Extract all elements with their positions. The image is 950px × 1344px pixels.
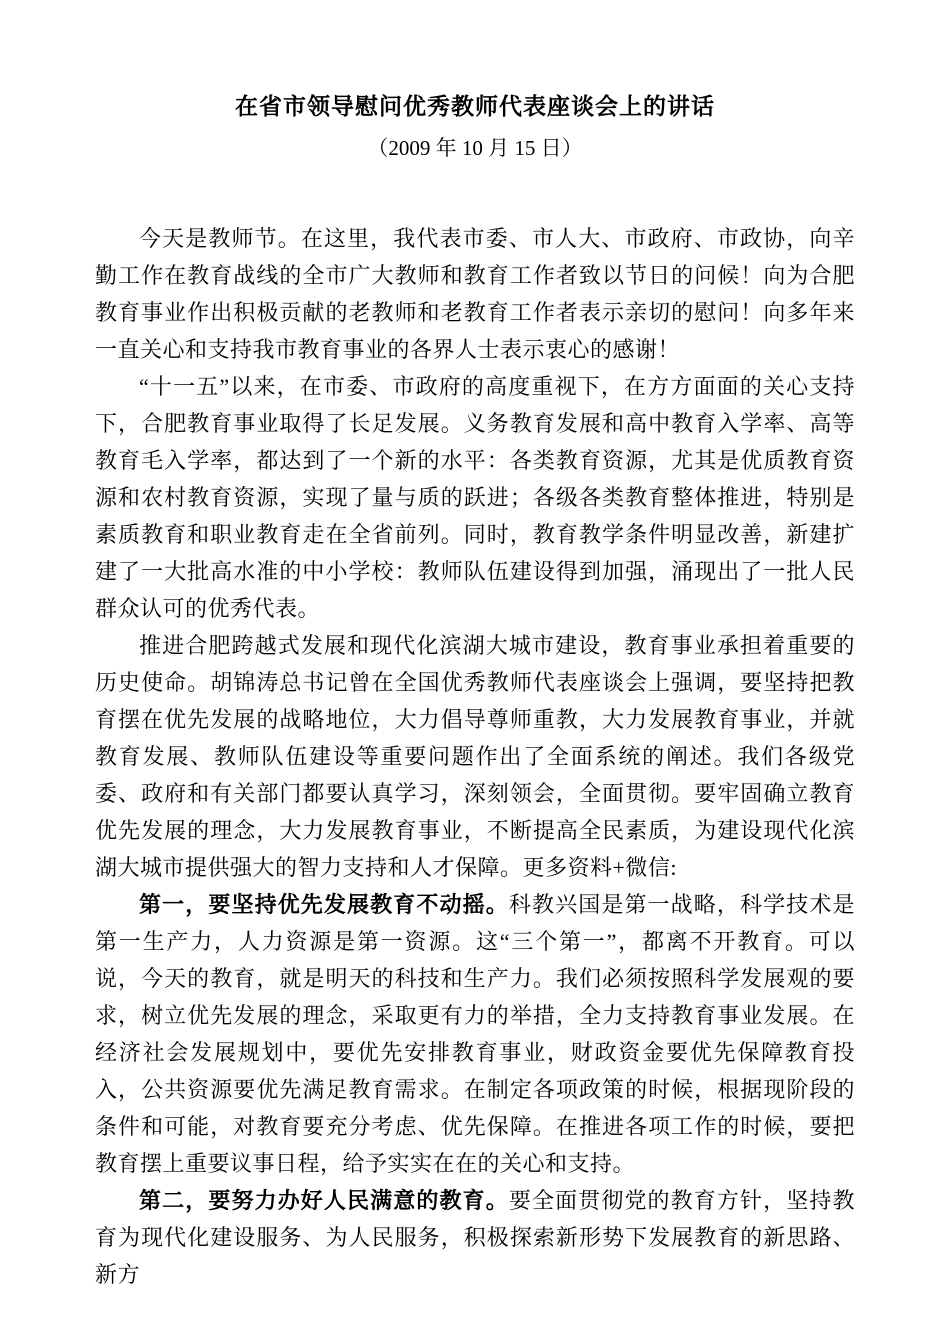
document-title: 在省市领导慰问优秀教师代表座谈会上的讲话 (235, 94, 715, 119)
paragraph-lead: 第一，要坚持优先发展教育不动摇。 (139, 892, 509, 917)
document-body (95, 220, 855, 1293)
document-date-line: （2009 年 10 月 15 日） (367, 136, 583, 160)
paragraph: 第二，要努力办好人民满意的教育。要全面贯彻党的教育方针，坚持教育为现代化建设服务、为人民服务，积极探索新形势下发展教育的新思路、新方 (95, 1188, 855, 1287)
paragraph: 今天是教师节。在这里，我代表市委、市人大、市政府、市政协，向辛勤工作在教育战线的全市广大教师和教育工作者致以节日的问候！向为合肥教育事业作出积极贡献的老教师和老教育工作者表示亲切的慰问！向多年来一直关心和支持我市教育事业的各界人士表示衷心的感谢！ (95, 226, 855, 362)
paragraph: “十一五”以来，在市委、市政府的高度重视下，在方方面面的关心支持下，合肥教育事业取得了长足发展。义务教育发展和高中教育入学率、高等教育毛入学率，都达到了一个新的水平：各类教育资源，尤其是优质教育资源和农村教育资源，实现了量与质的跃进；各级各类教育整体推进，特别是素质教育和职业教育走在全省前列。同时，教育教学条件明显改善，新建扩建了一大批高水准的中小学校：教师队伍建设得到加强，涌现出了一批人民群众认可的优秀代表。 (95, 374, 855, 621)
paragraph: 推进合肥跨越式发展和现代化滨湖大城市建设，教育事业承担着重要的历史使命。胡锦涛总书记曾在全国优秀教师代表座谈会上强调，要坚持把教育摆在优先发展的战略地位，大力倡导尊师重教，大力发展教育事业，并就教育发展、教师队伍建设等重要问题作出了全面系统的阐述。我们各级党委、政府和有关部门都要认真学习，深刻领会，全面贯彻。要牢固确立教育优先发展的理念，大力发展教育事业，不断提高全民素质，为建设现代化滨湖大城市提供强大的智力支持和人才保障。更多资料+微信: (95, 633, 855, 880)
paragraph: 第一，要坚持优先发展教育不动摇。科教兴国是第一战略，科学技术是第一生产力，人力资源是第一资源。这“三个第一”，都离不开教育。可以说，今天的教育，就是明天的科技和生产力。我们必须按照科学发展观的要求，树立优先发展的理念，采取更有力的举措，全力支持教育事业发展。在经济社会发展规划中，要优先安排教育事业，财政资金要优先保障教育投入，公共资源要优先满足教育需求。在制定各项政策的时候，根据现阶段的条件和可能，对教育要充分考虑、优先保障。在推进各项工作的时候，要把教育摆上重要议事日程，给予实实在在的关心和支持。 (95, 892, 855, 1176)
paragraph-lead: 第二，要努力办好人民满意的教育。 (139, 1188, 509, 1213)
